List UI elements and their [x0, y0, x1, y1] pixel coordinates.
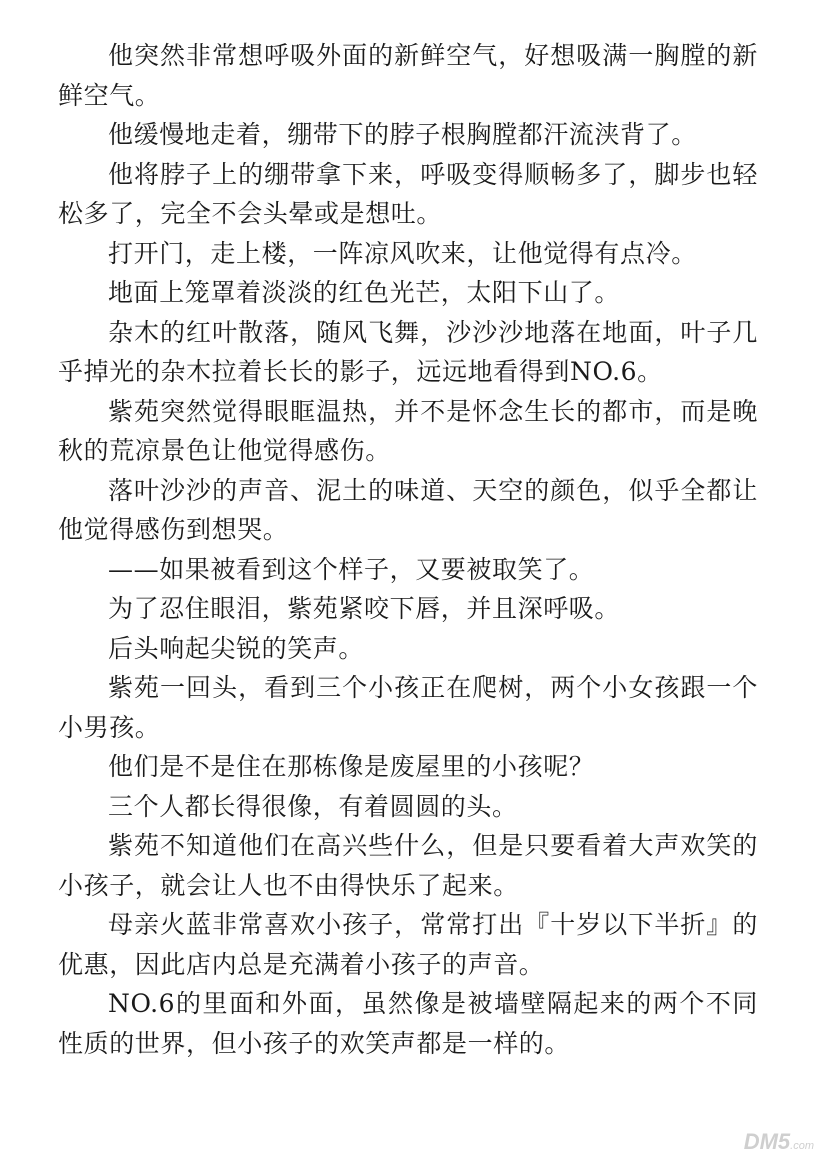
watermark-main: DM5 [743, 1129, 791, 1154]
paragraph: 打开门，走上楼，一阵凉风吹来，让他觉得有点冷。 [108, 238, 697, 268]
paragraph: 他缓慢地走着，绷带下的脖子根胸膛都汗流浃背了。 [108, 120, 697, 149]
paragraph: 他们是不是住在那栋像是废屋里的小孩呢？ [108, 752, 595, 781]
document-page [58, 36, 758, 1063]
paragraph: 紫苑突然觉得眼眶温热，并不是怀念生长的都市，而是晚秋的荒凉景色让他觉得感伤。 [58, 396, 758, 465]
paragraph: 为了忍住眼泪，紫苑紧咬下唇，并且深呼吸。 [108, 594, 621, 623]
paragraph: 他突然非常想呼吸外面的新鲜空气，好想吸满一胸膛的新鲜空气。 [58, 41, 758, 110]
paragraph: 杂木的红叶散落，随风飞舞，沙沙沙地落在地面，叶子几乎掉光的杂木拉着长长的影子，远远地看得到NO.6。 [58, 317, 758, 386]
paragraph: 他将脖子上的绷带拿下来，呼吸变得顺畅多了，脚步也轻松多了，完全不会头晕或是想吐。 [58, 159, 758, 228]
paragraph: 母亲火蓝非常喜欢小孩子，常常打出『十岁以下半折』的优惠，因此店内总是充满着小孩子的声音。 [58, 910, 758, 979]
paragraph: NO.6的里面和外面，虽然像是被墙壁隔起来的两个不同性质的世界，但小孩子的欢笑声都是一样的。 [58, 989, 758, 1058]
watermark-suffix: .com [790, 1140, 814, 1152]
paragraph: 紫苑一回头，看到三个小孩正在爬树，两个小女孩跟一个小男孩。 [58, 673, 758, 742]
site-watermark [744, 1129, 814, 1155]
paragraph: 紫苑不知道他们在高兴些什么，但是只要看着大声欢笑的小孩子，就会让人也不由得快乐了起来。 [58, 831, 758, 900]
paragraph: 后头响起尖锐的笑声。 [108, 633, 365, 663]
paragraph: 三个人都长得很像，有着圆圆的头。 [108, 791, 518, 821]
paragraph: 地面上笼罩着淡淡的红色光芒，太阳下山了。 [108, 278, 621, 307]
paragraph: ——如果被看到这个样子，又要被取笑了。 [108, 554, 595, 584]
paragraph: 落叶沙沙的声音、泥土的味道、天空的颜色，似乎全都让他觉得感伤到想哭。 [58, 475, 758, 544]
